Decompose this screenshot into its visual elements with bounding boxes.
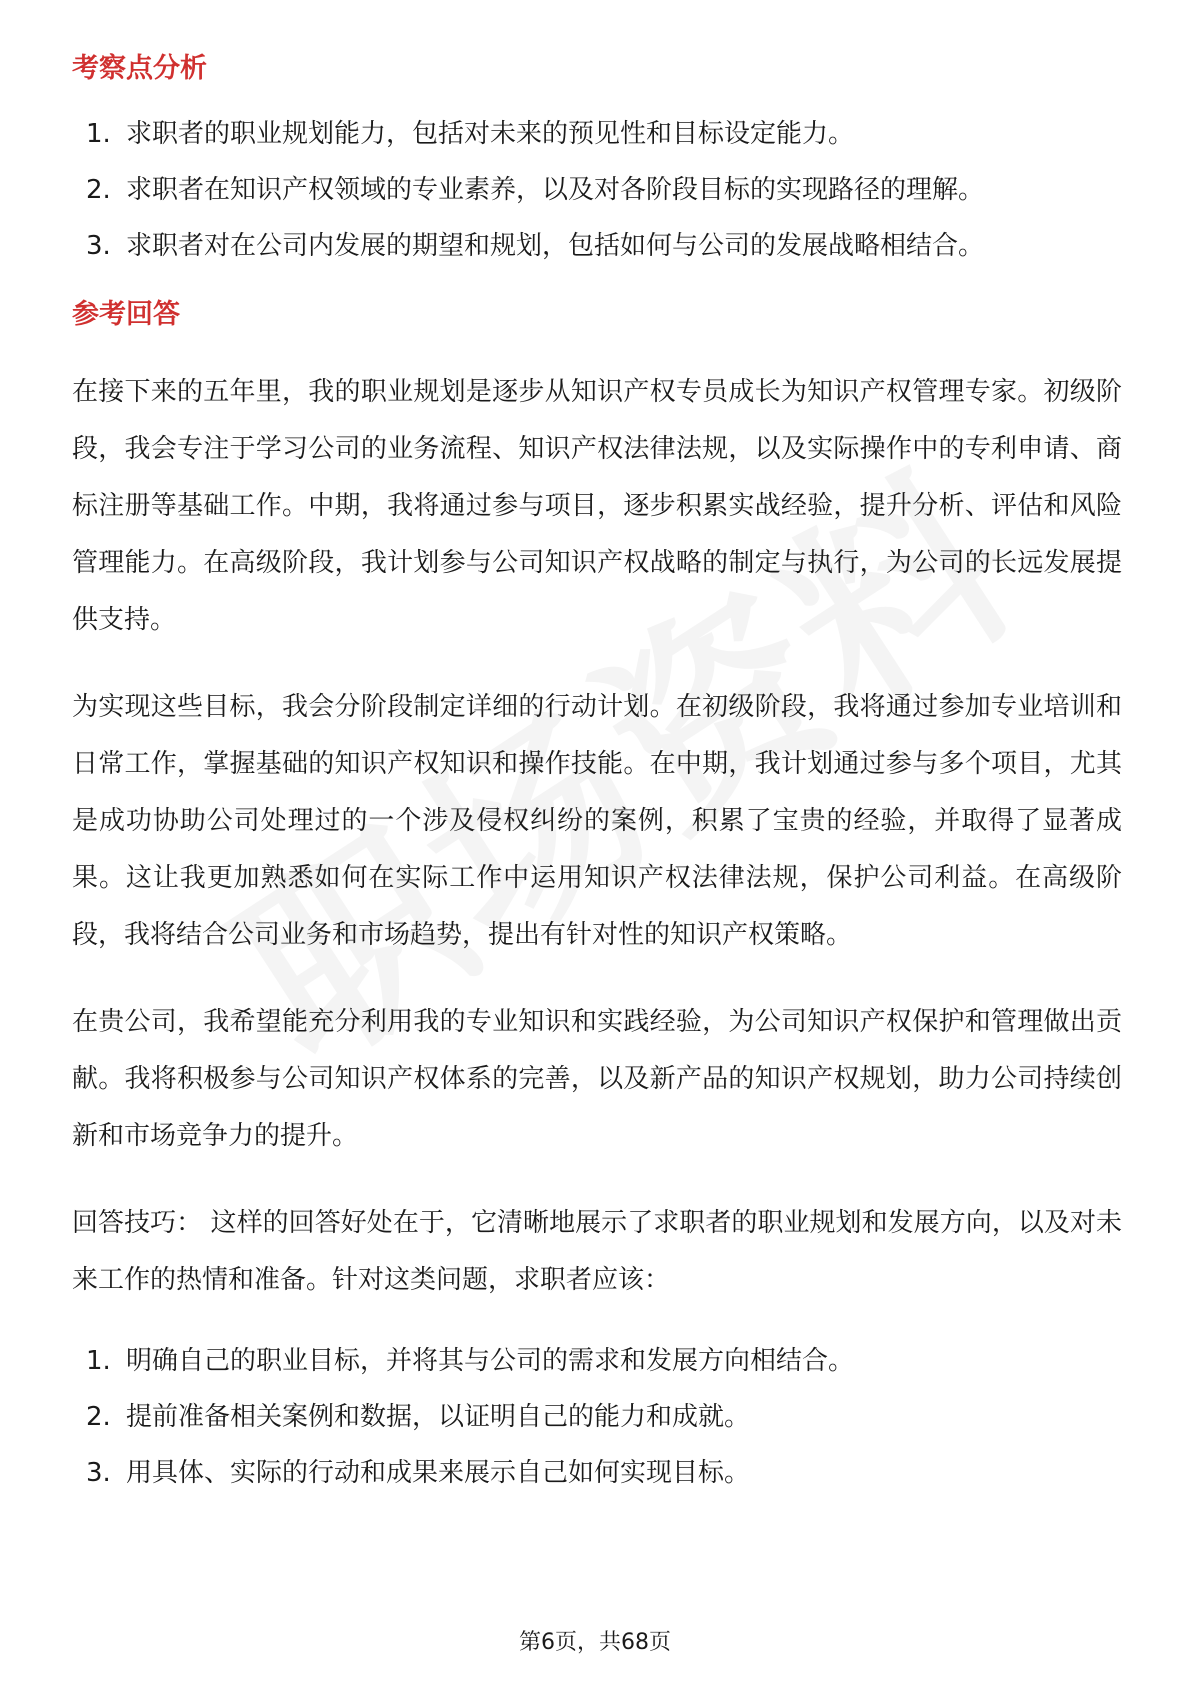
- list-item-text: 求职者在知识产权领域的专业素养，以及对各阶段目标的实现路径的理解。: [126, 175, 985, 205]
- answer-paragraph-1: 在接下来的五年里，我的职业规划是逐步从知识产权专员成长为知识产权管理专家。初级阶段，我会专注于学习公司的业务流程、知识产权法律法规，以及实际操作中的专利申请、商标注册等基础工作。中期，我将通过参与项目，逐步积累实战经验，提升分析、评估和风险管理能力。在高级阶段，我计划参与公司知识产权战略的制定与执行，为公司的长远发展提供支持。: [72, 377, 1122, 635]
- list-item-number: 2.: [86, 175, 111, 205]
- list-item-number: 1.: [86, 119, 111, 149]
- list-item-text: 明确自己的职业目标，并将其与公司的需求和发展方向相结合。: [126, 1346, 855, 1376]
- list-item: [72, 1333, 1122, 1389]
- list-item: [72, 218, 1122, 274]
- list-item-number: 1.: [86, 1346, 111, 1376]
- list-item: [72, 162, 1122, 218]
- section-title-answer: 参考回答: [72, 299, 180, 330]
- list-item-text: 求职者的职业规划能力，包括对未来的预见性和目标设定能力。: [126, 119, 855, 149]
- analysis-list: [72, 106, 1122, 274]
- page-content: [72, 46, 1122, 1501]
- list-item-text: 用具体、实际的行动和成果来展示自己如何实现目标。: [126, 1458, 751, 1488]
- list-item-number: 3.: [86, 231, 111, 261]
- tips-list: [72, 1333, 1122, 1501]
- answer-tips-paragraph: 回答技巧： 这样的回答好处在于，它清晰地展示了求职者的职业规划和发展方向，以及对未来工作的热情和准备。针对这类问题，求职者应该：: [72, 1208, 1122, 1295]
- list-item-number: 2.: [86, 1402, 111, 1432]
- page-number: 第6页，共68页: [519, 1630, 671, 1655]
- list-item-number: 3.: [86, 1458, 111, 1488]
- list-item: [72, 106, 1122, 162]
- answer-paragraph-3: 在贵公司，我希望能充分利用我的专业知识和实践经验，为公司知识产权保护和管理做出贡献。我将积极参与公司知识产权体系的完善，以及新产品的知识产权规划，助力公司持续创新和市场竞争力的提升。: [72, 1007, 1122, 1151]
- answer-paragraph-2: 为实现这些目标，我会分阶段制定详细的行动计划。在初级阶段，我将通过参加专业培训和日常工作，掌握基础的知识产权知识和操作技能。在中期，我计划通过参与多个项目，尤其是成功协助公司处理过的一个涉及侵权纠纷的案例，积累了宝贵的经验，并取得了显著成果。这让我更加熟悉如何在实际工作中运用知识产权法律法规，保护公司利益。在高级阶段，我将结合公司业务和市场趋势，提出有针对性的知识产权策略。: [72, 692, 1122, 950]
- list-item-text: 提前准备相关案例和数据，以证明自己的能力和成就。: [126, 1402, 751, 1432]
- list-item-text: 求职者对在公司内发展的期望和规划，包括如何与公司的发展战略相结合。: [126, 231, 985, 261]
- section-title-analysis: 考察点分析: [72, 53, 207, 84]
- list-item: [72, 1445, 1122, 1501]
- list-item: [72, 1389, 1122, 1445]
